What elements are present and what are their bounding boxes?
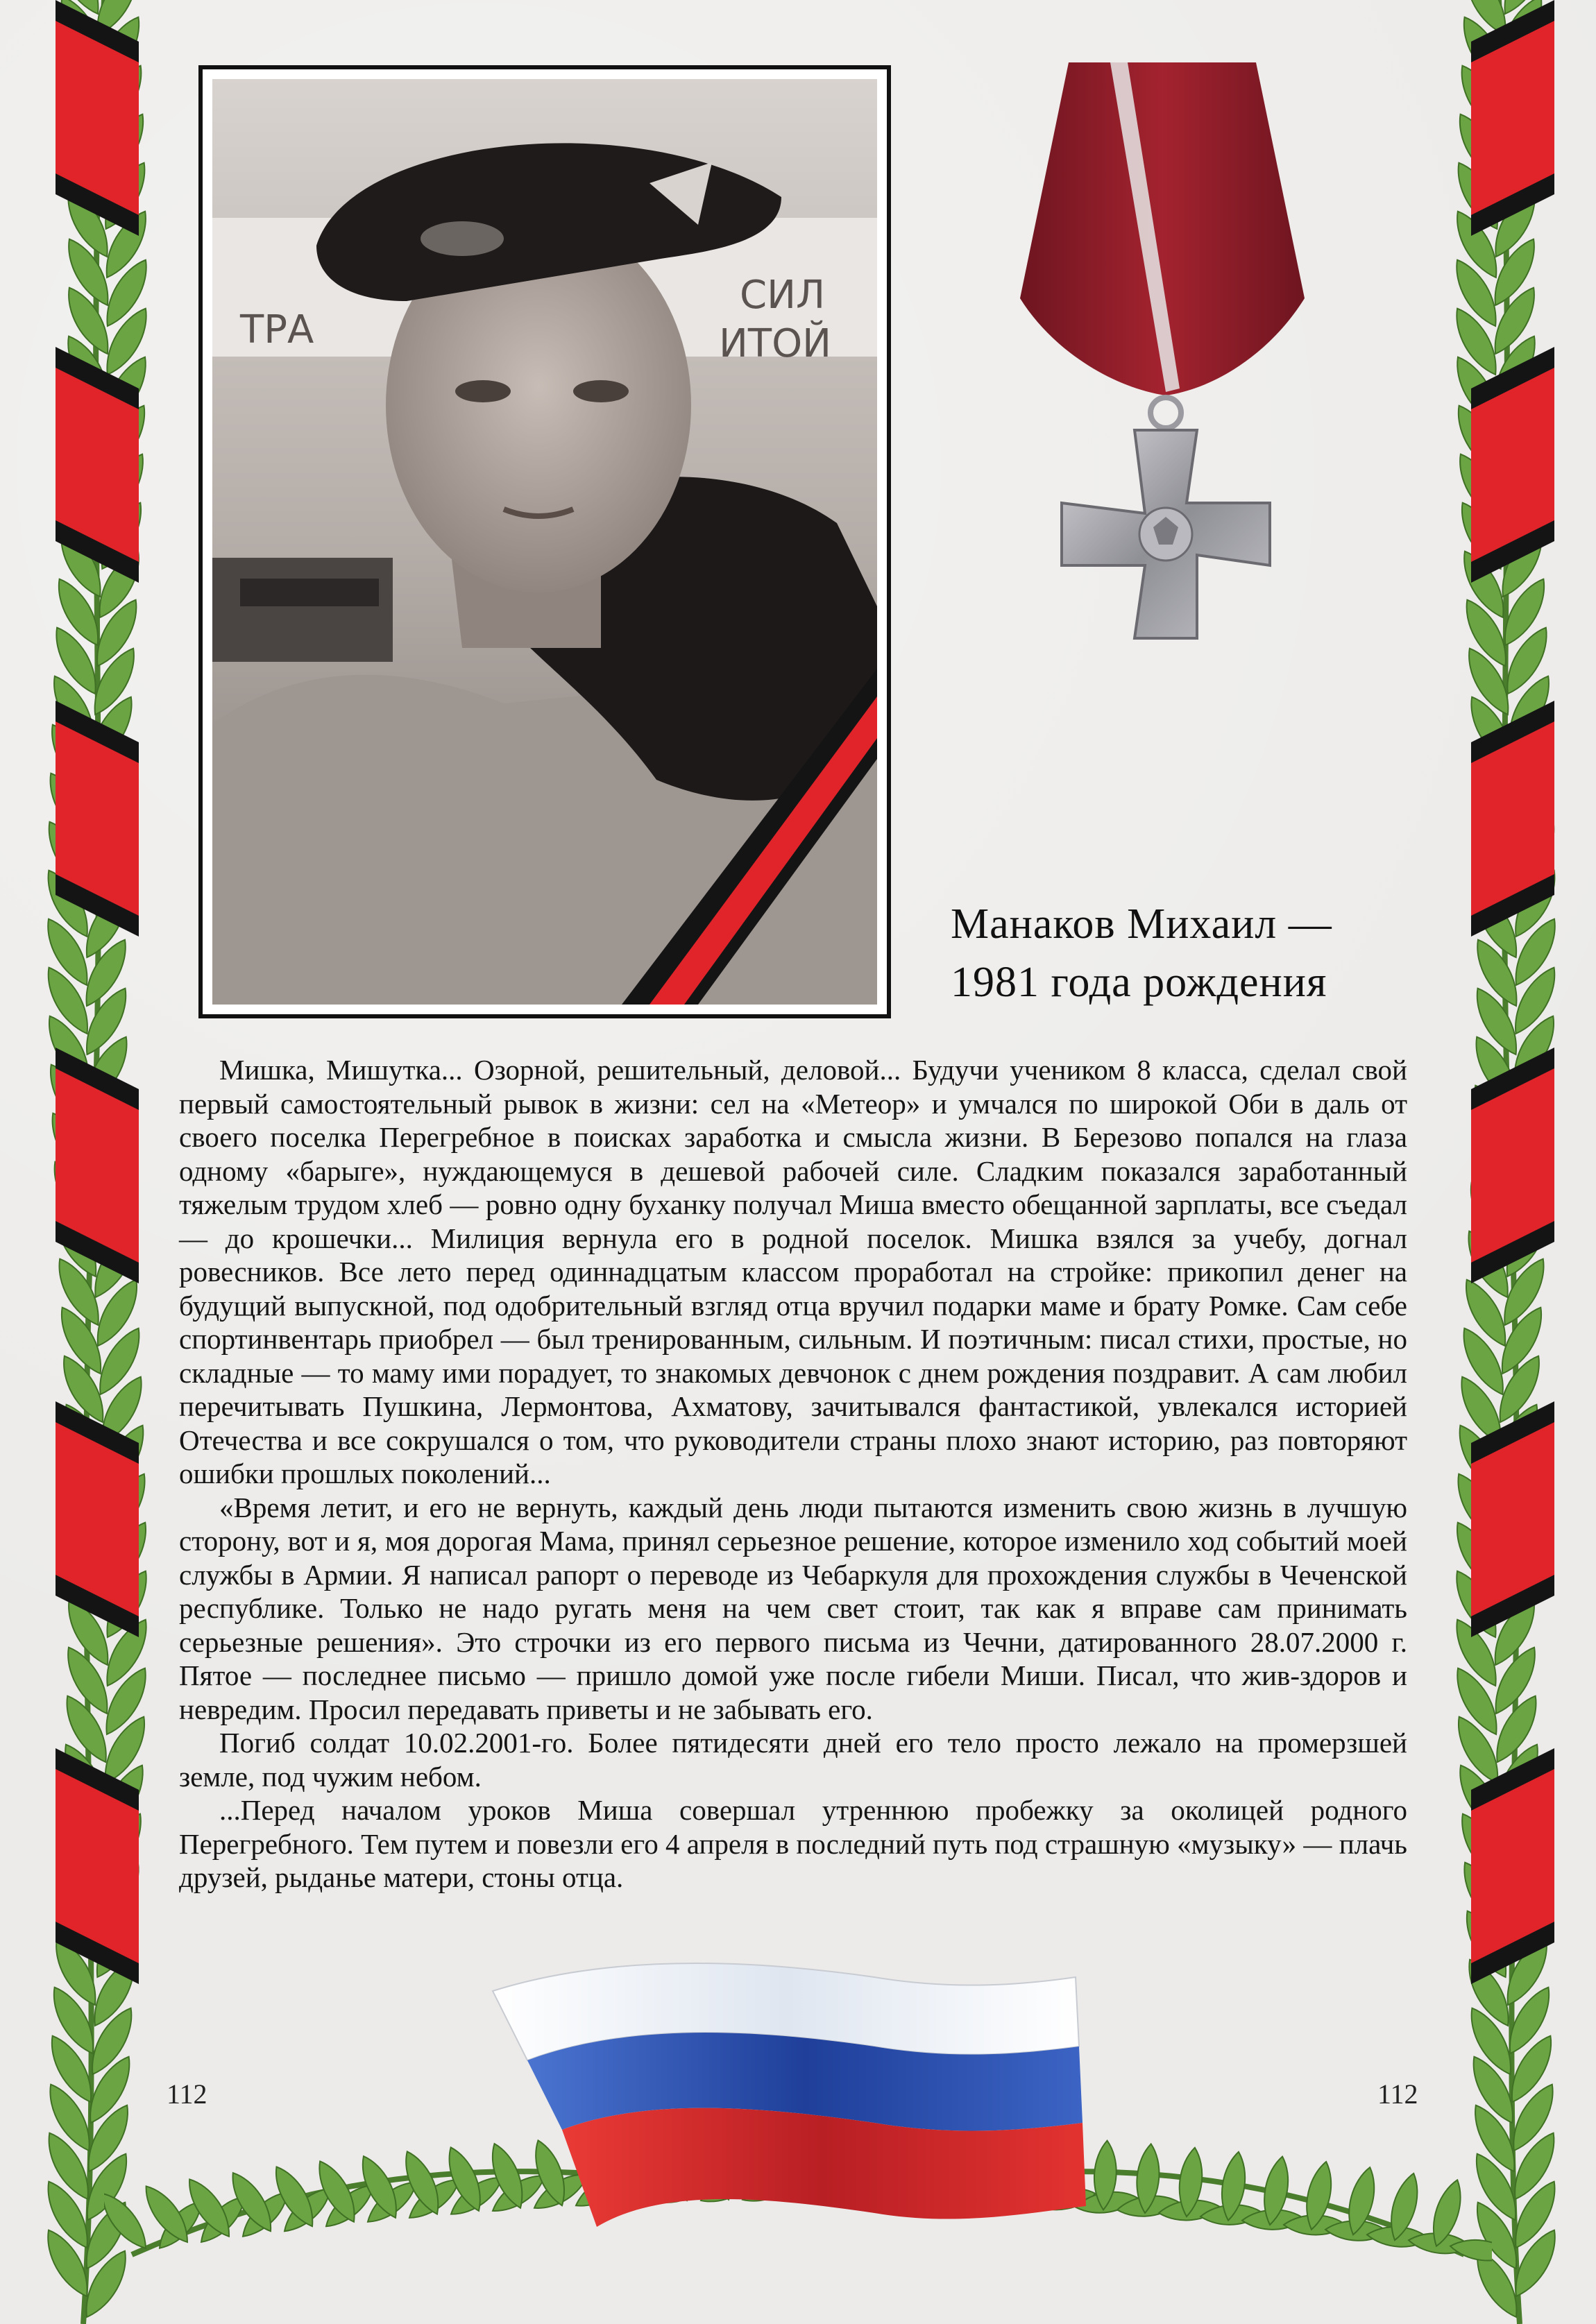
ribbon-segment: [1471, 347, 1554, 583]
paragraph: Погиб солдат 10.02.2001-го. Более пятидесяти дней его тело просто лежало на промерзшей земле, под чужим небом.: [179, 1727, 1407, 1793]
sign-text-3: ИТОЙ: [719, 321, 832, 366]
ribbon-segment: [1471, 0, 1554, 236]
title-line-birth: 1981 года рождения: [951, 959, 1327, 1006]
biography-text: [179, 1053, 1407, 1895]
ribbon-segment: [1471, 701, 1554, 937]
page-number-left: 112: [167, 2078, 207, 2110]
page-number-right: 112: [1377, 2078, 1418, 2110]
ribbon-segment: [1471, 1401, 1554, 1637]
paragraph: Мишка, Мишутка... Озорной, решительный, деловой... Будучи учеником 8 класса, сделал свой первый самостоятельный рывок в жизни: сел на «Метеор» и умчался по широкой Оби в даль от своего поселка Перегребное в поисках заработка и смысла жизни. В Березово попался на глаза одному «барыге», нуждающемуся в дешевой рабочей силе. Сладким показался заработанный тяжелым трудом хлеб — ровно одну буханку получал Миша вместо обещанной зарплаты, все съедал — до крошечки... Милиция вернула его в родной поселок. Мишка взялся за учебу, догнал ровесников. Все лето перед одиннадцатым классом проработал на стройке: прикопил денег на будущий выпускной, под одобрительный взгляд отца вручил подарки маме и брату Ромке. Сам себе спортинвентарь приобрел — был тренированным, сильным. И поэтичным: писал стихи, простые, но складные — то маму ими порадует, то знакомых девчонок с днем рождения поздравит. А сам любил перечитывать Пушкина, Лермонтова, Ахматову, зачитывался фантастикой, увлекался историей Отечества и все сокрушался о том, что руководители страны плохо знают историю, раз повторяют ошибки прошлых поколений...: [179, 1054, 1407, 1489]
title-line-name: Манаков Михаил —: [951, 900, 1332, 948]
ribbon-segment: [56, 1401, 139, 1637]
paragraph: «Время летит, и его не вернуть, каждый день люди пытаются изменить свою жизнь в лучшую сторону, вот и я, моя дорогая Мама, принял серьезное решение, которое изменило ход событий моей службы в Армии. Я написал рапорт о переводе из Чебаркуля для прохождения службы в Чеченской республике. Только не надо ругать меня на чем свет стоит, так как я вправе сам принимать серьезные решения». Это строчки из его первого письма из Чечни, датированного 28.07.2000 г. Пятое — последнее письмо — пришло домой уже после гибели Миши. Писал, что жив-здоров и невредим. Просил передавать приветы и не забывать его.: [179, 1491, 1407, 1725]
ribbon-segment: [56, 701, 139, 937]
ribbon-segment: [1471, 1048, 1554, 1283]
sign-text-1: СИЛ: [740, 273, 826, 318]
portrait-photo: [212, 79, 877, 1005]
sign-text-2: ТРА: [240, 307, 314, 352]
page-title: [951, 895, 1395, 1011]
order-of-courage-icon: [1006, 62, 1318, 659]
paragraph: ...Перед началом уроков Миша совершал утреннюю пробежку за околицей родного Перегребного. Тем путем и повезли его 4 апреля в последний путь под страшную «музыку» — плачь друзей, рыданье матери, стоны отца.: [179, 1794, 1407, 1893]
ribbon-segment: [56, 347, 139, 583]
ribbon-segment: [56, 0, 139, 236]
ribbon-segment: [56, 1048, 139, 1283]
russian-flag-icon: [486, 1949, 1096, 2248]
portrait-photo-frame: [198, 65, 891, 1018]
